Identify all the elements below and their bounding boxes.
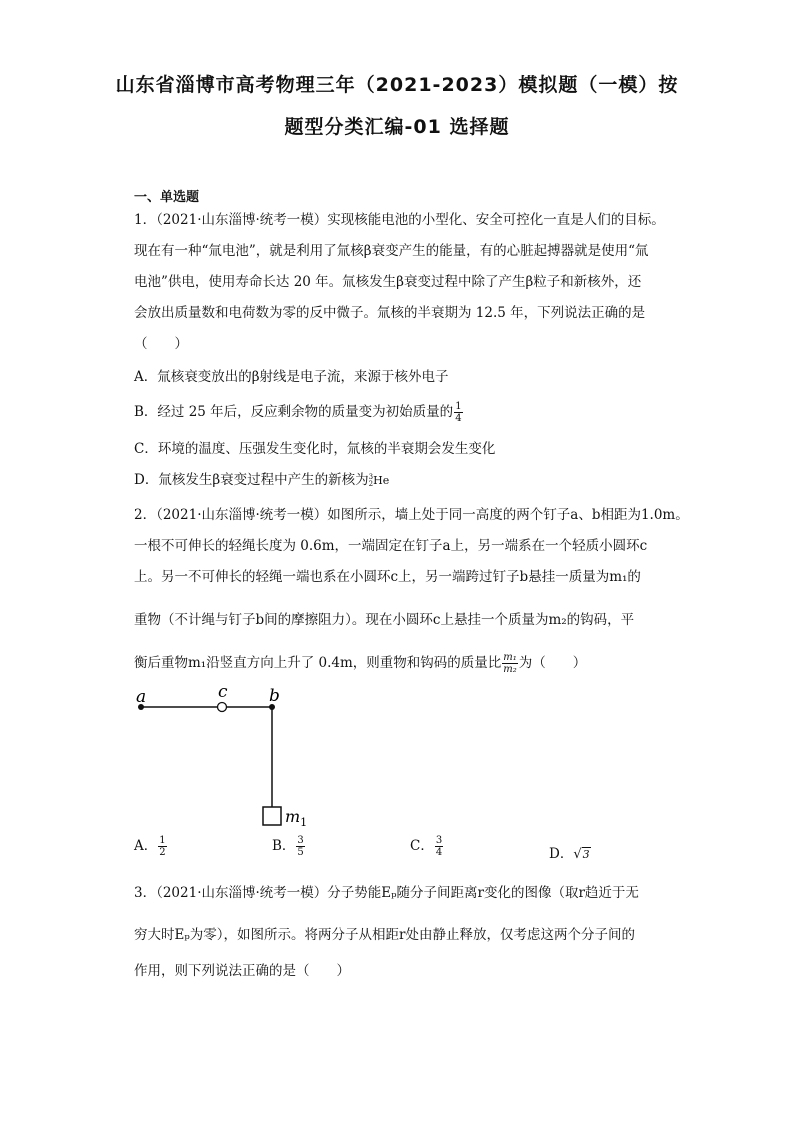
q2-option-d-letter: D． [549,846,574,862]
q2-option-a-fraction [158,835,166,858]
weight-m1 [263,807,281,825]
label-a: a [136,687,147,707]
q1-option-b-numerator: 1 [455,401,462,412]
q1-option-d [134,471,389,490]
q2-stem-line-5 [134,652,586,675]
q2-stem-line-5-end: 为（ ） [518,655,587,671]
q2-option-c-letter: C． [410,838,434,854]
q1-option-d-atomic-number: 2 [368,479,374,488]
q2-option-d-sqrt [573,847,590,862]
q2-stem-line-5-text: 衡后重物m₁沿竖直方向上升了 0.4m，则重物和钩码的质量比 [134,655,502,671]
q2-option-d [549,842,591,862]
q2-stem-line-2: 一根不可伸长的轻绳长度为 0.6m，一端固定在钉子a上，另一端系在一个轻质小圆环c [134,538,648,554]
section-heading: 一、单选题 [134,190,200,205]
q1-option-a: A．氚核衰变放出的β射线是电子流，来源于核外电子 [134,369,449,385]
q2-option-b-letter: B． [272,838,296,854]
q1-option-d-element: He [373,474,390,487]
label-c: c [218,682,228,702]
q1-stem-line-5: （ ） [134,336,188,352]
q2-stem-line-3: 上。另一不可伸长的轻绳一端也系在小圆环c上，另一端跨过钉子b悬挂一质量为m₁的 [134,569,641,585]
ring-c [218,703,227,712]
q1-stem-line-2: 现在有一种“氚电池”，就是利用了氚核β衰变产生的能量，有的心脏起搏器就是使用“氚 [134,243,649,259]
q2-mass-ratio-denominator: m₂ [503,664,517,675]
label-m1 [285,807,307,829]
q2-option-b [272,834,306,858]
q3-stem-line-3: 作用，则下列说法正确的是（ ） [134,963,350,979]
q2-option-a [134,834,168,858]
q1-option-b [134,401,464,424]
q2-option-b-numerator: 3 [297,835,304,846]
q1-stem-line-3: 电池”供电，使用寿命长达 20 年。氚核发生β衰变过程中除了产生β粒子和新核外，还 [134,274,642,290]
radical-sign-icon: √ [573,847,582,862]
q2-option-d-radicand: 3 [582,848,590,861]
document-title-line-1: 山东省淄博市高考物理三年（2021-2023）模拟题（一模）按 [115,74,679,96]
q1-option-c: C．环境的温度、压强发生变化时，氚核的半衰期会发生变化 [134,441,496,457]
q2-stem-line-1: 2．（2021·山东淄博·统考一模）如图所示，墙上处于同一高度的两个钉子a、b相距为1.0m。 [134,507,689,523]
q2-stem-line-4: 重物（不计绳与钉子b间的摩擦阻力）。现在小圆环c上悬挂一个质量为m₂的钩码，平 [134,612,635,628]
q2-option-c-fraction [435,835,443,858]
label-m1-letter: m [285,807,301,826]
q3-stem-line-2: 穷大时Eₚ为零），如图所示。将两分子从相距r处由静止释放，仅考虑这两个分子间的 [134,927,635,943]
q2-option-b-fraction [296,835,304,858]
q1-stem-line-4: 会放出质量数和电荷数为零的反中微子。氚核的半衰期为 12.5 年，下列说法正确的是 [134,305,646,321]
q2-option-a-numerator: 1 [159,835,166,846]
q2-option-c [410,834,444,858]
label-m1-subscript: 1 [300,816,308,829]
label-b: b [269,686,280,706]
q1-option-d-text: D．氚核发生β衰变过程中产生的新核为 [134,472,369,488]
q2-peg-ring-diagram [132,682,312,832]
q2-option-c-denominator: 4 [435,847,443,858]
q2-mass-ratio-numerator: m₁ [503,652,517,663]
q1-stem-line-1: 1．（2021·山东淄博·统考一模）实现核能电池的小型化、安全可控化一直是人们的目标。 [134,212,665,228]
document-title-line-2: 题型分类汇编-01 选择题 [284,116,510,138]
q1-option-b-text: B．经过 25 年后，反应剩余物的质量变为初始质量的 [134,404,454,420]
q1-option-d-mass-number: 3 [368,472,374,481]
q1-option-b-denominator: 4 [455,413,462,424]
q2-option-c-numerator: 3 [435,835,443,846]
q2-mass-ratio-fraction [502,652,518,675]
q1-option-b-fraction [454,401,462,424]
q2-option-a-letter: A． [134,838,158,854]
q2-option-b-denominator: 5 [297,847,304,858]
q3-stem-line-1: 3．（2021·山东淄博·统考一模）分子势能Eₚ随分子间距离r变化的图像（取r趋近于无 [134,885,639,901]
q2-option-a-denominator: 2 [159,847,166,858]
